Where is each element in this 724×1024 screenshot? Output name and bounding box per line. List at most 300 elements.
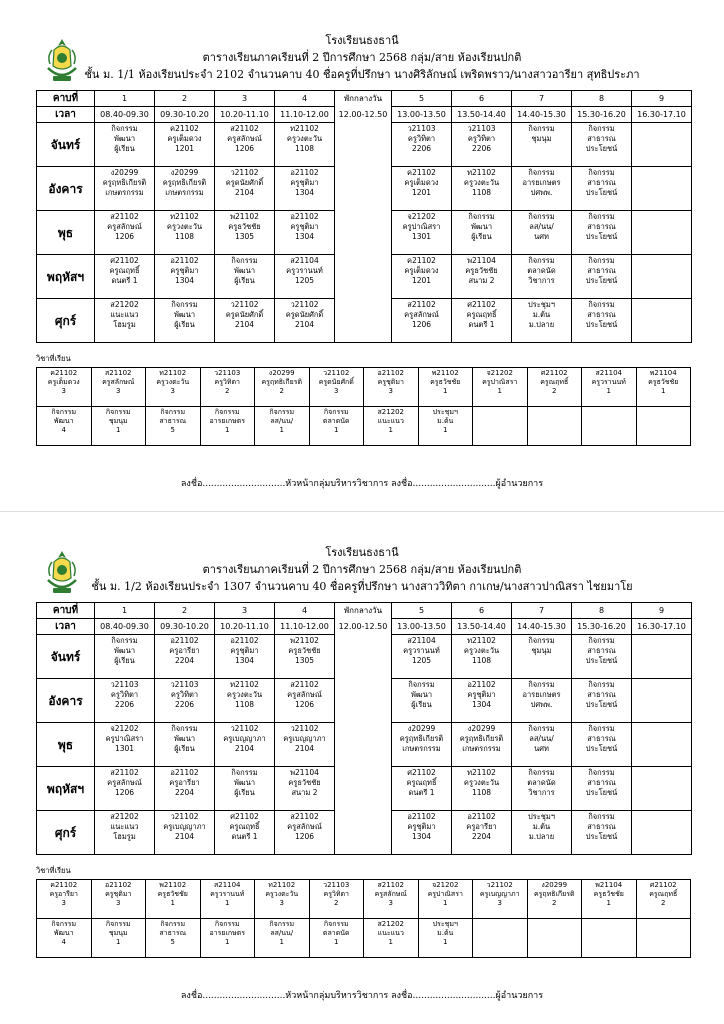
cell-line: 3	[334, 387, 339, 395]
timetable	[36, 90, 692, 343]
cell-line: ส21104	[595, 369, 623, 377]
cell-line: 3	[388, 387, 393, 395]
cell-line: พ21102	[230, 212, 259, 221]
period-number: 7	[512, 603, 572, 619]
cell-line: ม.ต้น	[437, 929, 454, 937]
cell-line: ว21102	[486, 881, 513, 889]
cell-line: 2	[661, 899, 666, 907]
cell-line: ครูธวัชชัย	[648, 378, 679, 386]
schedule-cell	[155, 167, 215, 211]
schedule-cell	[572, 811, 632, 855]
period-number: พักกลางวัน	[335, 603, 392, 619]
cell-line: ครูสลักษณ์	[102, 378, 135, 386]
cell-line: ครูวิทิตา	[467, 134, 496, 143]
subject-cell	[582, 880, 637, 919]
cell-line: ครูเต็มดวง	[404, 178, 439, 187]
cell-line: อ21102	[290, 212, 319, 221]
schedule-cell	[392, 723, 452, 767]
schedule-cell	[215, 211, 275, 255]
cell-line: สาธารณ	[159, 417, 187, 425]
cell-line: ครูเบญญาภา	[479, 890, 520, 898]
cell-line: 2204	[174, 656, 195, 665]
cell-line: 1305	[294, 656, 315, 665]
cell-line: ครูณฤทธิ์	[109, 266, 140, 275]
cell-line: ครูธวัชชัย	[288, 778, 321, 787]
cell-line: ม.ต้น	[532, 822, 551, 831]
signature-line: ลงชื่อ.............................หัวหน้ากลุ่มบริหารวิชาการ ลงชื่อ.............................ผู้อำนวยการ	[180, 991, 544, 1001]
cell-line: ครูวงตะวัน	[156, 378, 190, 386]
cell-line: ลส/นน/	[270, 929, 294, 937]
cell-line: ครูสลักษณ์	[404, 310, 439, 319]
schedule-cell	[632, 167, 692, 211]
cell-line: ว21103	[170, 680, 199, 689]
cell-line: ครูปาณิสรา	[105, 734, 144, 743]
schedule-cell	[392, 635, 452, 679]
cell-line: ครูอารียา	[49, 890, 78, 898]
period-number: 3	[215, 91, 275, 107]
subject-cell	[527, 368, 582, 407]
schedule-cell	[392, 255, 452, 299]
cell-line: 1	[334, 938, 339, 946]
period-number: 6	[452, 91, 512, 107]
cell-line: 2104	[294, 320, 315, 329]
cell-line: ครูชุติมา	[105, 890, 132, 898]
subject-cell	[255, 880, 310, 919]
schedule-cell	[335, 679, 392, 723]
cell-line: ครูสลักษณ์	[287, 690, 322, 699]
cell-line: ครูธวัชชัย	[157, 890, 188, 898]
cell-line: 1108	[234, 700, 255, 709]
period-number: 4	[275, 603, 335, 619]
day-name: ศุกร์	[37, 299, 95, 343]
cell-line: ผู้เรียน	[411, 700, 432, 709]
cell-line: อ21102	[170, 768, 199, 777]
cell-line: ตลาดนัด	[322, 417, 350, 425]
cell-line: ว21102	[230, 168, 259, 177]
cell-line: 1201	[411, 276, 432, 285]
schedule-cell	[632, 811, 692, 855]
period-number: 4	[275, 91, 335, 107]
day-name: อังคาร	[37, 167, 95, 211]
cell-line: 1304	[234, 656, 255, 665]
cell-line: 1	[388, 426, 393, 434]
schedule-cell	[215, 811, 275, 855]
cell-line: 2204	[174, 788, 195, 797]
schedule-page	[0, 512, 724, 1024]
subject-cell	[255, 368, 310, 407]
cell-line: กิจกรรม	[528, 168, 555, 177]
day-name: ศุกร์	[37, 811, 95, 855]
cell-line: ครูอารียา	[169, 646, 200, 655]
cell-line: พ21104	[649, 369, 677, 377]
subject-cell	[91, 880, 146, 919]
cell-line: ครูธวัชชัย	[593, 890, 624, 898]
time-slot: 08.40-09.30	[95, 107, 155, 123]
cell-line: พ21104	[467, 256, 496, 265]
schedule-cell	[512, 635, 572, 679]
schedule-cell	[275, 723, 335, 767]
time-slot: 09.30-10.20	[155, 619, 215, 635]
cell-line: 1	[388, 938, 393, 946]
cell-line: ม.ต้น	[532, 310, 551, 319]
schedule-cell	[335, 255, 392, 299]
cell-line: นศท	[534, 232, 549, 241]
day-name: พฤหัสฯ	[37, 767, 95, 811]
time-slot: 12.00-12.50	[335, 107, 392, 123]
subjects-row	[37, 407, 691, 446]
term-title: ตารางเรียนภาคเรียนที่ 2 ปีการศึกษา 2568 กลุ่ม/สาย ห้องเรียนปกติ	[202, 51, 522, 64]
cell-line: ครูฤทธิเกียรติ	[261, 378, 303, 386]
schedule-cell	[275, 299, 335, 343]
subjects-label: วิชาที่เรียน	[36, 354, 71, 363]
cell-line: ครูเต็มดวง	[167, 134, 202, 143]
cell-line: กิจกรรม	[269, 920, 295, 928]
time-row	[37, 107, 692, 123]
cell-line: ครูวิทิตา	[323, 890, 349, 898]
time-slot: 14.40-15.30	[512, 619, 572, 635]
cell-line: ครูสลักษณ์	[107, 222, 142, 231]
cell-line: วิชาการ	[528, 788, 555, 797]
cell-line: พัฒนา	[53, 417, 74, 425]
cell-line: ครูเบญญาภา	[163, 822, 206, 831]
cell-line: 5	[170, 938, 175, 946]
cell-line: ครูปาณิสรา	[402, 222, 441, 231]
cell-line: ครูวรานนท์	[591, 378, 626, 386]
cell-line: ครูฤทธิเกียรติ	[459, 734, 504, 743]
cell-line: พัฒนา	[113, 134, 136, 143]
cell-line: 1108	[471, 656, 492, 665]
cell-line: เกษตรกรรม	[165, 188, 204, 197]
subject-cell	[200, 407, 255, 446]
cell-line: ครูวิทิตา	[214, 378, 240, 386]
cell-line: อ21102	[467, 812, 496, 821]
subject-cell	[255, 407, 310, 446]
cell-line: อ21102	[290, 168, 319, 177]
schedule-cell	[392, 299, 452, 343]
cell-line: 1206	[114, 232, 135, 241]
cell-line: ครูธวัชชัย	[228, 222, 261, 231]
schedule-cell	[155, 635, 215, 679]
cell-line: อ21102	[230, 636, 259, 645]
cell-line: อ21102	[467, 680, 496, 689]
cell-line: ครูวงตะวัน	[265, 890, 299, 898]
schedule-cell	[215, 167, 275, 211]
subject-cell	[473, 919, 528, 958]
schedule-cell	[452, 167, 512, 211]
period-number: 9	[632, 603, 692, 619]
cell-line: กิจกรรม	[588, 768, 615, 777]
period-number: 2	[155, 603, 215, 619]
day-row	[37, 167, 692, 211]
subject-cell	[309, 880, 364, 919]
period-number: 1	[95, 603, 155, 619]
cell-line: ประโยชน์	[585, 276, 618, 285]
schedule-cell	[215, 635, 275, 679]
cell-line: 1	[443, 426, 448, 434]
cell-line: พ21104	[595, 881, 623, 889]
schedule-cell	[452, 679, 512, 723]
cell-line: ส21104	[213, 881, 241, 889]
cell-line: ประโยชน์	[585, 744, 618, 753]
cell-line: พัฒนา	[113, 646, 136, 655]
cell-line: กิจกรรม	[588, 724, 615, 733]
cell-line: อ21102	[377, 369, 404, 377]
cell-line: สาธารณ	[587, 778, 616, 787]
subject-cell	[527, 880, 582, 919]
cell-line: ครูชุติมา	[377, 378, 404, 386]
cell-line: ว21102	[323, 369, 350, 377]
schedule-cell	[215, 679, 275, 723]
subject-cell	[91, 407, 146, 446]
schedule-cell	[632, 679, 692, 723]
cell-line: ผู้เรียน	[471, 232, 492, 241]
schedule-cell	[335, 167, 392, 211]
cell-line: กิจกรรม	[528, 768, 555, 777]
cell-line: ส21202	[110, 300, 139, 309]
time-slot: 14.40-15.30	[512, 107, 572, 123]
cell-line: ครูอารียา	[169, 778, 200, 787]
cell-line: 1	[279, 938, 284, 946]
cell-line: ค21102	[50, 369, 78, 377]
cell-line: โฮมรูม	[113, 320, 136, 329]
cell-line: 1304	[471, 700, 492, 709]
cell-line: 1206	[234, 144, 255, 153]
cell-line: แนะแนว	[377, 417, 404, 425]
period-number: 2	[155, 91, 215, 107]
cell-line: ดนตรี 1	[408, 788, 435, 797]
cell-line: ครูวรานนท์	[403, 646, 440, 655]
cell-line: สาธารณ	[587, 134, 616, 143]
cell-line: 1	[225, 938, 230, 946]
cell-line: 1206	[411, 320, 432, 329]
cell-line: ว21103	[467, 124, 496, 133]
cell-line: ครูชุติมา	[290, 222, 319, 231]
cell-line: กิจกรรม	[528, 124, 555, 133]
cell-line: พัฒนา	[53, 929, 74, 937]
cell-line: 1205	[411, 656, 432, 665]
cell-line: ดนตรี 1	[111, 276, 138, 285]
cell-line: ครูวรานนท์	[286, 266, 323, 275]
cell-line: กิจกรรม	[231, 768, 258, 777]
cell-line: อารยเกษตร	[522, 178, 561, 187]
cell-line: ครูดนัยศักดิ์	[285, 310, 324, 319]
cell-line: 1	[443, 387, 448, 395]
period-number: 5	[392, 603, 452, 619]
period-header: คาบที่	[37, 91, 95, 107]
cell-line: ผู้เรียน	[174, 744, 195, 753]
cell-line: ครูวิทิตา	[170, 690, 199, 699]
cell-line: ว21102	[290, 724, 319, 733]
cell-line: อ21102	[170, 256, 199, 265]
cell-line: กิจกรรม	[160, 408, 186, 416]
cell-line: ชุมนุม	[531, 646, 552, 655]
schedule-cell	[275, 211, 335, 255]
schedule-cell	[275, 255, 335, 299]
cell-line: ง20299	[110, 168, 139, 177]
cell-line: ชุมนุม	[531, 134, 552, 143]
cell-line: ครูธวัชชัย	[430, 378, 461, 386]
cell-line: ส21104	[290, 256, 319, 265]
class-info: ชั้น ม. 1/2 ห้องเรียนประจำ 1307 จำนวนคาบ 40 ชื่อครูที่ปรึกษา นางสาววิทิตา กาเกษ/นางสาวปาณิสรา ไชยมาโย	[91, 580, 633, 593]
time-slot: 10.20-11.10	[215, 107, 275, 123]
cell-line: ว21102	[230, 724, 259, 733]
subject-cell	[473, 407, 528, 446]
subject-cell	[473, 368, 528, 407]
cell-line: 4	[61, 426, 66, 434]
term-title: ตารางเรียนภาคเรียนที่ 2 ปีการศึกษา 2568 กลุ่ม/สาย ห้องเรียนปกติ	[202, 563, 522, 576]
cell-line: ครูดนัยศักดิ์	[318, 378, 354, 386]
cell-line: พัฒนา	[470, 222, 493, 231]
cell-line: สาธารณ	[587, 222, 616, 231]
cell-line: 2	[552, 387, 557, 395]
cell-line: ประโยชน์	[585, 188, 618, 197]
cell-line: กิจกรรม	[214, 408, 240, 416]
cell-line: จ21202	[486, 369, 513, 377]
cell-line: กิจกรรม	[323, 408, 349, 416]
schedule-cell	[512, 255, 572, 299]
subject-cell	[418, 880, 473, 919]
schedule-cell	[632, 635, 692, 679]
cell-line: 1	[606, 387, 611, 395]
cell-line: ลส/นน/	[529, 734, 554, 743]
cell-line: ส21102	[407, 300, 436, 309]
cell-line: 2	[225, 387, 230, 395]
cell-line: กิจกรรม	[528, 256, 555, 265]
cell-line: 1206	[294, 700, 315, 709]
day-name: จันทร์	[37, 635, 95, 679]
schedule-cell	[512, 167, 572, 211]
subject-cell	[636, 880, 691, 919]
cell-line: ตลาดนัด	[527, 266, 556, 275]
cell-line: ครูดนัยศักดิ์	[225, 178, 264, 187]
cell-line: ง20299	[407, 724, 436, 733]
cell-line: 1206	[114, 788, 135, 797]
subjects-row	[37, 880, 691, 919]
time-slot: 10.20-11.10	[215, 619, 275, 635]
period-number: 1	[95, 91, 155, 107]
schedule-cell	[572, 211, 632, 255]
time-slot: 15.30-16.20	[572, 619, 632, 635]
time-slot: 13.50-14.40	[452, 107, 512, 123]
cell-line: ง20299	[541, 881, 568, 889]
schedule-cell	[155, 211, 215, 255]
cell-line: ประชุมฯ	[527, 300, 556, 309]
cell-line: ดนตรี 1	[468, 320, 495, 329]
schedule-cell	[275, 167, 335, 211]
day-row	[37, 723, 692, 767]
cell-line: ประโยชน์	[585, 144, 618, 153]
cell-line: ม.ปลาย	[528, 832, 555, 841]
subjects-label: วิชาที่เรียน	[36, 866, 71, 875]
time-slot: 08.40-09.30	[95, 619, 155, 635]
cell-line: 1	[334, 426, 339, 434]
time-slot: 11.10-12.00	[275, 107, 335, 123]
cell-line: 2206	[411, 144, 432, 153]
schedule-cell	[512, 811, 572, 855]
cell-line: อ21102	[105, 881, 132, 889]
subject-cell	[91, 919, 146, 958]
cell-line: 1	[661, 387, 666, 395]
schedule-cell	[452, 635, 512, 679]
cell-line: ง20299	[170, 168, 199, 177]
schedule-cell	[632, 255, 692, 299]
schedule-cell	[155, 679, 215, 723]
day-row	[37, 767, 692, 811]
day-name: พุธ	[37, 211, 95, 255]
cell-line: ครูเบญญาภา	[283, 734, 326, 743]
cell-line: ท21102	[467, 636, 496, 645]
cell-line: 1	[116, 938, 121, 946]
cell-line: ว21102	[170, 812, 199, 821]
cell-line: ว21102	[230, 300, 259, 309]
cell-line: 5	[170, 426, 175, 434]
cell-line: ชุมนุม	[108, 417, 128, 425]
time-slot: 16.30-17.10	[632, 619, 692, 635]
schedule-cell	[452, 211, 512, 255]
cell-line: 2104	[174, 832, 195, 841]
subject-cell	[91, 368, 146, 407]
subject-cell	[146, 368, 201, 407]
cell-line: พัฒนา	[173, 734, 196, 743]
time-slot: 16.30-17.10	[632, 107, 692, 123]
signature-line: ลงชื่อ.............................หัวหน้ากลุ่มบริหารวิชาการ ลงชื่อ.............................ผู้อำนวยการ	[180, 479, 544, 489]
cell-line: ครูฤทธิเกียรติ	[533, 890, 575, 898]
cell-line: 2206	[471, 144, 492, 153]
cell-line: ประโยชน์	[585, 320, 618, 329]
schedule-cell	[95, 723, 155, 767]
cell-line: จ21202	[407, 212, 436, 221]
class-info: ชั้น ม. 1/1 ห้องเรียนประจำ 2102 จำนวนคาบ 40 ชื่อครูที่ปรึกษา นางศิริลักษณ์ เพริดพราว/นางสาวอารียา สุทธิประภา	[84, 68, 640, 81]
subjects-row	[37, 368, 691, 407]
cell-line: ผู้เรียน	[174, 320, 195, 329]
cell-line: กิจกรรม	[105, 920, 131, 928]
schedule-cell	[392, 811, 452, 855]
time-header: เวลา	[37, 107, 95, 123]
schedule-cell	[155, 299, 215, 343]
cell-line: ครูชุติมา	[290, 178, 319, 187]
cell-line: จ21202	[432, 881, 459, 889]
schedule-cell	[155, 723, 215, 767]
cell-line: กิจกรรม	[269, 408, 295, 416]
cell-line: ศ21102	[540, 369, 568, 377]
schedule-cell	[572, 723, 632, 767]
cell-line: ครูวิทิตา	[407, 134, 436, 143]
cell-line: กิจกรรม	[105, 408, 131, 416]
schedule-cell	[335, 299, 392, 343]
period-header: คาบที่	[37, 603, 95, 619]
period-row	[37, 91, 692, 107]
cell-line: 1	[170, 899, 175, 907]
cell-line: ม.ต้น	[437, 417, 454, 425]
schedule-cell	[452, 123, 512, 167]
cell-line: ครูฤทธิเกียรติ	[399, 734, 444, 743]
cell-line: 2104	[294, 744, 315, 753]
schedule-cell	[512, 679, 572, 723]
day-row	[37, 255, 692, 299]
cell-line: 3	[497, 899, 502, 907]
cell-line: ตลาดนัด	[322, 929, 350, 937]
cell-line: กิจกรรม	[51, 408, 77, 416]
subjects-table	[36, 879, 691, 958]
cell-line: สาธารณ	[587, 178, 616, 187]
cell-line: ง20299	[467, 724, 496, 733]
cell-line: ท21102	[290, 124, 319, 133]
cell-line: สนาม 2	[291, 788, 318, 797]
cell-line: ปศพพ.	[530, 188, 553, 197]
subject-cell	[255, 919, 310, 958]
schedule-cell	[275, 679, 335, 723]
subject-cell	[582, 407, 637, 446]
